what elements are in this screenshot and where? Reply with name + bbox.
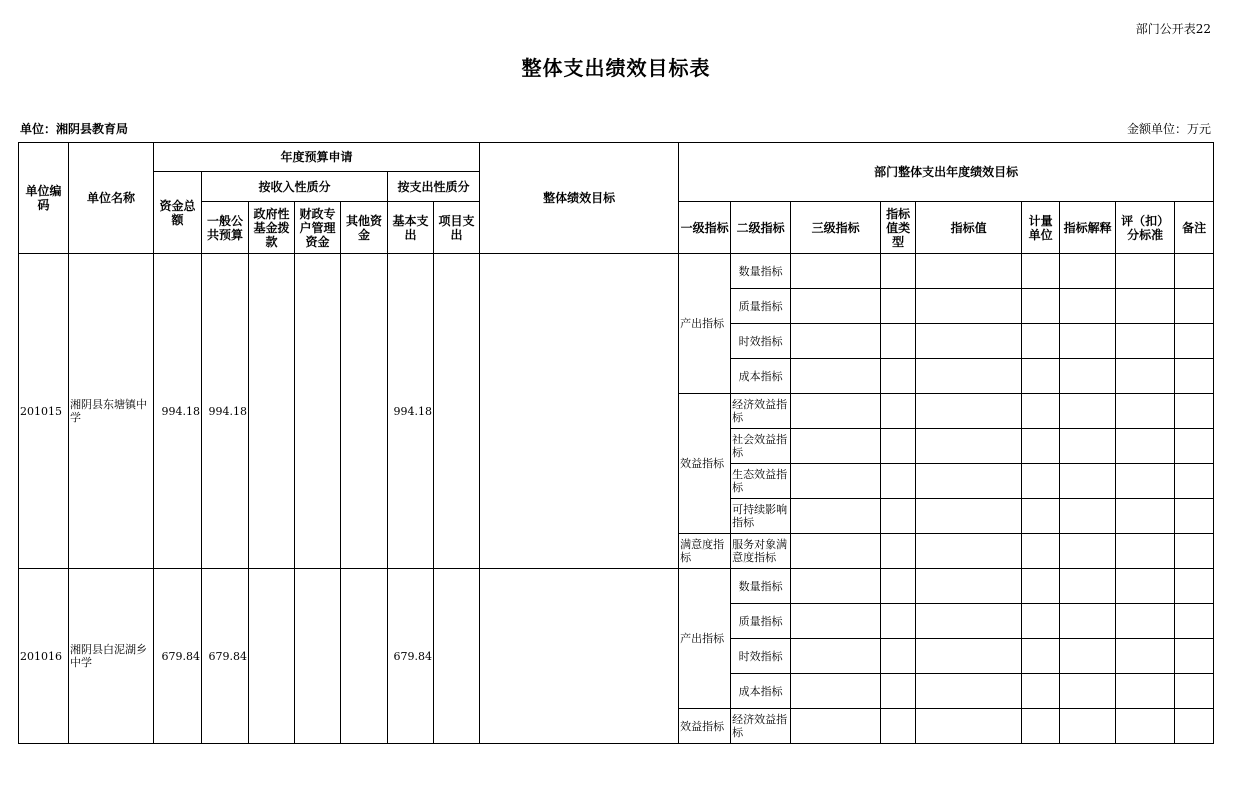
- remarks-cell: [1175, 289, 1214, 324]
- value-type-cell: [881, 289, 916, 324]
- level2-indicator-cell: 质量指标: [731, 604, 791, 639]
- header-dept-goal: 部门整体支出年度绩效目标: [679, 143, 1214, 202]
- level3-indicator-cell: [791, 604, 881, 639]
- gov-fund-cell: [249, 569, 295, 744]
- value-cell: [916, 324, 1022, 359]
- value-cell: [916, 359, 1022, 394]
- level3-indicator-cell: [791, 289, 881, 324]
- level2-indicator-cell: 质量指标: [731, 289, 791, 324]
- value-cell: [916, 569, 1022, 604]
- explanation-cell: [1060, 289, 1116, 324]
- value-type-cell: [881, 569, 916, 604]
- remarks-cell: [1175, 359, 1214, 394]
- value-type-cell: [881, 709, 916, 744]
- level2-indicator-cell: 经济效益指标: [731, 709, 791, 744]
- value-type-cell: [881, 639, 916, 674]
- other-fund-cell: [341, 254, 388, 569]
- scoring-cell: [1116, 674, 1175, 709]
- scoring-cell: [1116, 709, 1175, 744]
- unit-label: 单位：湘阴县教育局: [20, 122, 129, 136]
- level2-indicator-cell: 经济效益指标: [731, 394, 791, 429]
- value-cell: [916, 639, 1022, 674]
- unit-name-cell: 湘阴县东塘镇中学: [69, 254, 154, 569]
- scoring-cell: [1116, 499, 1175, 534]
- explanation-cell: [1060, 604, 1116, 639]
- level3-indicator-cell: [791, 674, 881, 709]
- measure-unit-cell: [1022, 359, 1060, 394]
- scoring-cell: [1116, 254, 1175, 289]
- header-level2: 二级指标: [731, 202, 791, 254]
- level2-indicator-cell: 成本指标: [731, 674, 791, 709]
- table-row: [19, 569, 1214, 604]
- special-fund-cell: [295, 254, 341, 569]
- header-overall-goal: 整体绩效目标: [480, 143, 679, 254]
- level2-indicator-cell: 成本指标: [731, 359, 791, 394]
- explanation-cell: [1060, 394, 1116, 429]
- remarks-cell: [1175, 639, 1214, 674]
- header-basic-expense: 基本支出: [388, 202, 434, 254]
- header-level3: 三级指标: [791, 202, 881, 254]
- remarks-cell: [1175, 394, 1214, 429]
- header-other-fund: 其他资金: [341, 202, 388, 254]
- overall-goal-cell: [480, 254, 679, 569]
- level3-indicator-cell: [791, 429, 881, 464]
- other-fund-cell: [341, 569, 388, 744]
- level3-indicator-cell: [791, 394, 881, 429]
- measure-unit-cell: [1022, 604, 1060, 639]
- general-budget-cell: 994.18: [202, 254, 249, 569]
- table-row: [19, 254, 1214, 289]
- measure-unit-cell: [1022, 464, 1060, 499]
- remarks-cell: [1175, 569, 1214, 604]
- level3-indicator-cell: [791, 709, 881, 744]
- measure-unit-cell: [1022, 674, 1060, 709]
- performance-target-table: [18, 142, 1214, 744]
- header-value-type: 指标值类型: [881, 202, 916, 254]
- header-total-funds: 资金总额: [154, 172, 202, 254]
- measure-unit-cell: [1022, 429, 1060, 464]
- scoring-cell: [1116, 289, 1175, 324]
- remarks-cell: [1175, 604, 1214, 639]
- level2-indicator-cell: 可持续影响指标: [731, 499, 791, 534]
- gov-fund-cell: [249, 254, 295, 569]
- level3-indicator-cell: [791, 324, 881, 359]
- value-cell: [916, 674, 1022, 709]
- remarks-cell: [1175, 429, 1214, 464]
- header-level1: 一级指标: [679, 202, 731, 254]
- value-type-cell: [881, 359, 916, 394]
- explanation-cell: [1060, 429, 1116, 464]
- remarks-cell: [1175, 534, 1214, 569]
- explanation-cell: [1060, 464, 1116, 499]
- explanation-cell: [1060, 534, 1116, 569]
- measure-unit-cell: [1022, 709, 1060, 744]
- level3-indicator-cell: [791, 254, 881, 289]
- form-number: 部门公开表22: [1135, 22, 1211, 36]
- explanation-cell: [1060, 254, 1116, 289]
- scoring-cell: [1116, 534, 1175, 569]
- level3-indicator-cell: [791, 464, 881, 499]
- scoring-cell: [1116, 394, 1175, 429]
- level2-indicator-cell: 生态效益指标: [731, 464, 791, 499]
- header-by-income: 按收入性质分: [202, 172, 388, 202]
- measure-unit-cell: [1022, 394, 1060, 429]
- level1-indicator-cell: 产出指标: [679, 254, 731, 394]
- total-funds-cell: 994.18: [154, 254, 202, 569]
- header-project-expense: 项目支出: [434, 202, 480, 254]
- page-title: 整体支出绩效目标表: [521, 56, 711, 80]
- value-type-cell: [881, 394, 916, 429]
- remarks-cell: [1175, 464, 1214, 499]
- header-unit-name: 单位名称: [69, 143, 154, 254]
- header-unit-code: 单位编码: [19, 143, 69, 254]
- total-funds-cell: 679.84: [154, 569, 202, 744]
- level3-indicator-cell: [791, 359, 881, 394]
- level1-indicator-cell: 效益指标: [679, 709, 731, 744]
- scoring-cell: [1116, 464, 1175, 499]
- unit-code-cell: 201016: [19, 569, 69, 744]
- scoring-cell: [1116, 324, 1175, 359]
- value-cell: [916, 394, 1022, 429]
- value-cell: [916, 604, 1022, 639]
- value-type-cell: [881, 534, 916, 569]
- value-type-cell: [881, 254, 916, 289]
- measure-unit-cell: [1022, 534, 1060, 569]
- unit-name-cell: 湘阴县白泥湖乡中学: [69, 569, 154, 744]
- overall-goal-cell: [480, 569, 679, 744]
- basic-expense-cell: 679.84: [388, 569, 434, 744]
- remarks-cell: [1175, 674, 1214, 709]
- scoring-cell: [1116, 359, 1175, 394]
- value-cell: [916, 429, 1022, 464]
- explanation-cell: [1060, 359, 1116, 394]
- level1-indicator-cell: 满意度指标: [679, 534, 731, 569]
- scoring-cell: [1116, 569, 1175, 604]
- explanation-cell: [1060, 569, 1116, 604]
- scoring-cell: [1116, 639, 1175, 674]
- level2-indicator-cell: 数量指标: [731, 569, 791, 604]
- header-annual-budget: 年度预算申请: [154, 143, 480, 172]
- header-measure-unit: 计量单位: [1022, 202, 1060, 254]
- measure-unit-cell: [1022, 254, 1060, 289]
- explanation-cell: [1060, 709, 1116, 744]
- basic-expense-cell: 994.18: [388, 254, 434, 569]
- level3-indicator-cell: [791, 534, 881, 569]
- level2-indicator-cell: 时效指标: [731, 324, 791, 359]
- value-cell: [916, 254, 1022, 289]
- level1-indicator-cell: 产出指标: [679, 569, 731, 709]
- value-cell: [916, 289, 1022, 324]
- value-type-cell: [881, 429, 916, 464]
- special-fund-cell: [295, 569, 341, 744]
- header-special-fund: 财政专户管理资金: [295, 202, 341, 254]
- remarks-cell: [1175, 499, 1214, 534]
- level2-indicator-cell: 时效指标: [731, 639, 791, 674]
- explanation-cell: [1060, 674, 1116, 709]
- project-expense-cell: [434, 254, 480, 569]
- header-by-expense: 按支出性质分: [388, 172, 480, 202]
- remarks-cell: [1175, 254, 1214, 289]
- explanation-cell: [1060, 639, 1116, 674]
- measure-unit-cell: [1022, 639, 1060, 674]
- measure-unit-cell: [1022, 499, 1060, 534]
- header-scoring: 评（扣）分标准: [1116, 202, 1175, 254]
- project-expense-cell: [434, 569, 480, 744]
- explanation-cell: [1060, 324, 1116, 359]
- general-budget-cell: 679.84: [202, 569, 249, 744]
- scoring-cell: [1116, 604, 1175, 639]
- unit-code-cell: 201015: [19, 254, 69, 569]
- amount-unit-label: 金额单位：万元: [1126, 122, 1211, 136]
- level2-indicator-cell: 社会效益指标: [731, 429, 791, 464]
- value-type-cell: [881, 464, 916, 499]
- table-body: [19, 254, 1214, 744]
- level3-indicator-cell: [791, 569, 881, 604]
- value-cell: [916, 499, 1022, 534]
- remarks-cell: [1175, 324, 1214, 359]
- value-cell: [916, 464, 1022, 499]
- level3-indicator-cell: [791, 639, 881, 674]
- header-gov-fund: 政府性基金拨款: [249, 202, 295, 254]
- value-cell: [916, 709, 1022, 744]
- header-general-budget: 一般公共预算: [202, 202, 249, 254]
- measure-unit-cell: [1022, 569, 1060, 604]
- value-cell: [916, 534, 1022, 569]
- header-remarks: 备注: [1175, 202, 1214, 254]
- remarks-cell: [1175, 709, 1214, 744]
- value-type-cell: [881, 324, 916, 359]
- measure-unit-cell: [1022, 324, 1060, 359]
- value-type-cell: [881, 499, 916, 534]
- level2-indicator-cell: 服务对象满意度指标: [731, 534, 791, 569]
- value-type-cell: [881, 674, 916, 709]
- level2-indicator-cell: 数量指标: [731, 254, 791, 289]
- header-value: 指标值: [916, 202, 1022, 254]
- explanation-cell: [1060, 499, 1116, 534]
- level3-indicator-cell: [791, 499, 881, 534]
- value-type-cell: [881, 604, 916, 639]
- scoring-cell: [1116, 429, 1175, 464]
- measure-unit-cell: [1022, 289, 1060, 324]
- level1-indicator-cell: 效益指标: [679, 394, 731, 534]
- header-explanation: 指标解释: [1060, 202, 1116, 254]
